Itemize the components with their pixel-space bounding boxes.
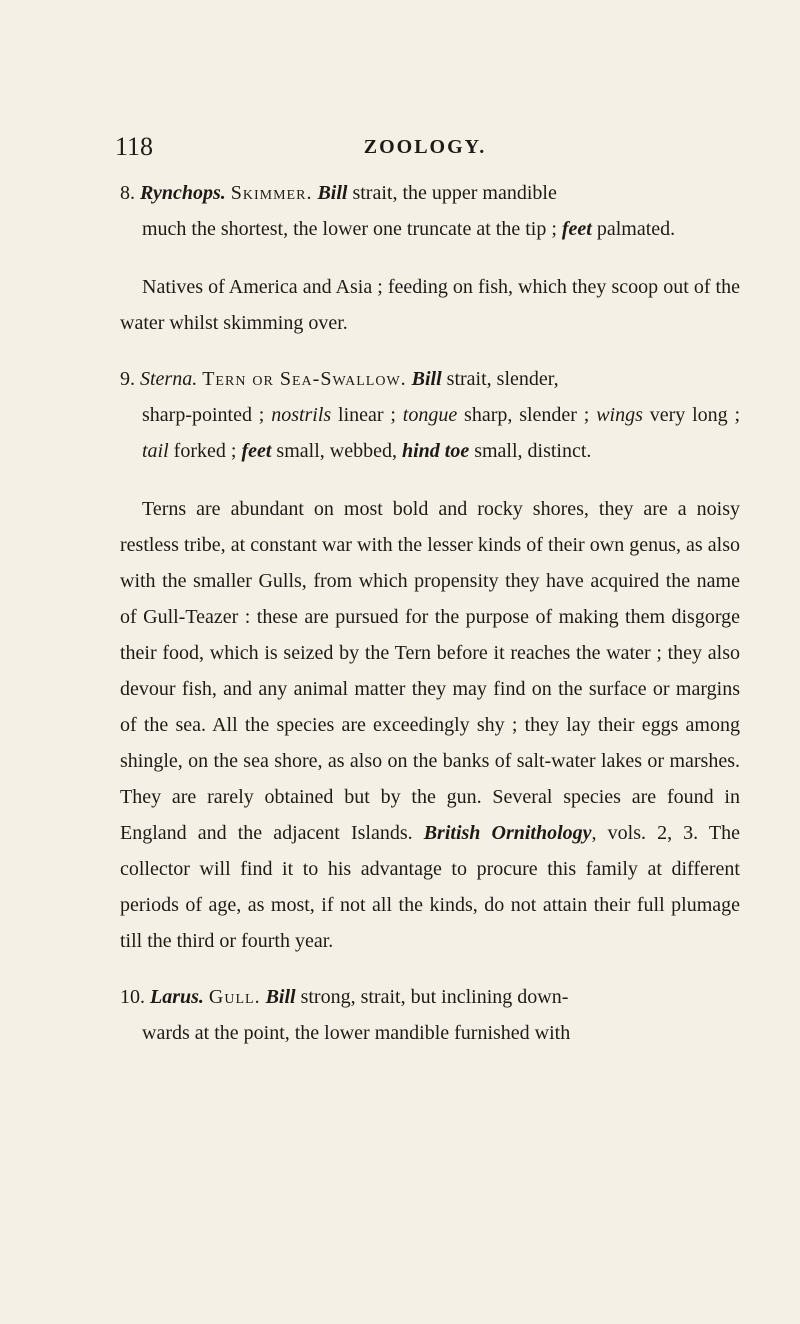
page-number: 118 [115, 132, 154, 161]
term-feet: feet [561, 218, 592, 240]
common-name: Gull. [208, 986, 261, 1008]
common-name: Skimmer. [230, 182, 313, 204]
term-bill: Bill [317, 182, 348, 204]
term-tongue: tongue [402, 404, 458, 426]
description-text: forked ; [168, 440, 242, 462]
genus-name: Rynchops. [140, 182, 226, 204]
term-wings: wings [596, 404, 643, 426]
entry-sterna [120, 361, 740, 469]
description-text: small, webbed, [271, 440, 397, 462]
paragraph-text: Terns are abundant on most bold and rocky shores, they are a noisy restless tribe, at constant war with the lesser kinds of their own genus, as also with the smaller Gulls, from which propensity they have acquired the name of Gull-Teazer : these are pursued for the purpose of making them disgorge their food, which is seized by the Tern before it reaches the water ; they also devour fish, and any animal matter they may find on the surface or margins of the sea. All the species are exceedingly shy ; they lay their eggs among shingle, on the sea shore, as also on the banks of salt-water lakes or marshes. They are rarely obtained but by the gun. Several species are found in England and the adjacent Islands. [120, 498, 740, 844]
description-text: much the shortest, the lower one truncate at the tip ; [142, 218, 557, 240]
description-text: linear ; [331, 404, 403, 426]
entry-larus [120, 979, 740, 1051]
term-nostrils: nostrils [271, 404, 332, 426]
entry-number: 9. [120, 368, 135, 390]
reference-title: British Ornithology [423, 822, 592, 844]
description-text: strait, slender, [441, 368, 559, 390]
description-text: strong, strait, but inclining down- [295, 986, 569, 1008]
entry-number: 8. [120, 182, 135, 204]
description-text: very long ; [642, 404, 741, 426]
paragraph-skimmer: Natives of America and Asia ; feeding on fish, which they scoop out of the water whilst skimming over. [120, 276, 740, 334]
common-name: Tern or Sea-Swallow. [202, 368, 407, 390]
genus-name: Sterna. [140, 368, 198, 390]
term-hind-toe: hind toe [401, 440, 470, 462]
page-body [120, 175, 740, 1073]
page-header [115, 132, 735, 172]
term-feet: feet [241, 440, 272, 462]
paragraph-terns [120, 491, 740, 959]
running-head: ZOOLOGY. [363, 136, 487, 158]
paragraph-text: , vols. 2, 3. The collector will find it to his advantage to procure this family at different periods of age, as most, if not all the kinds, do not attain their full plumage till the third or fourth year. [120, 822, 741, 952]
entry-rynchops [120, 175, 740, 247]
description-text: sharp-pointed ; [142, 404, 272, 426]
entry-number: 10. [120, 986, 145, 1008]
description-text: wards at the point, the lower mandible furnished with [142, 1022, 571, 1044]
term-tail: tail [142, 440, 169, 462]
description-text: small, distinct. [469, 440, 592, 462]
description-text: strait, the upper mandible [347, 182, 557, 204]
term-bill: Bill [265, 986, 296, 1008]
genus-name: Larus. [150, 986, 204, 1008]
term-bill: Bill [411, 368, 442, 390]
description-text: palmated. [591, 218, 676, 240]
description-text: sharp, slender ; [457, 404, 590, 426]
